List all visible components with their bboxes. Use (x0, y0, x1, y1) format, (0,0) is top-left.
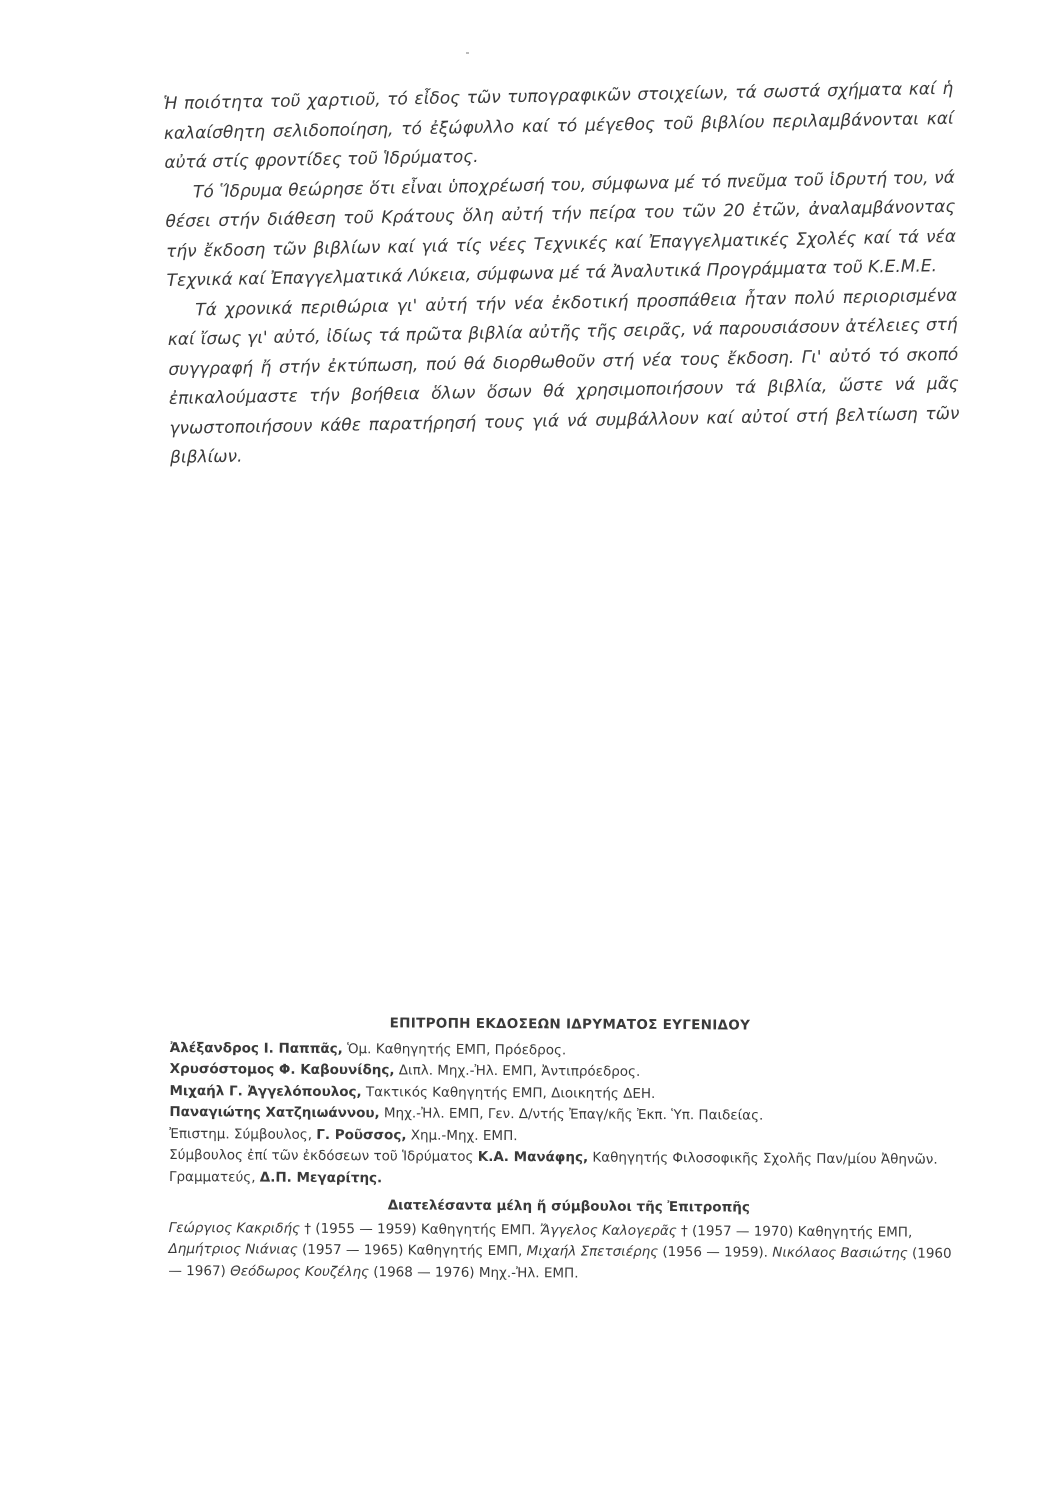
member-name: Μιχαήλ Γ. Ἀγγελόπουλος, (169, 1082, 362, 1100)
committee-member: Μιχαήλ Γ. Ἀγγελόπουλος, Τακτικός Καθηγητής ΕΜΠ, Διοικητής ΔΕΗ. (169, 1082, 656, 1102)
former-member-name: Γεώργιος Κακριδής (168, 1219, 301, 1237)
committee-title: ΕΠΙΤΡΟΠΗ ΕΚΔΟΣΕΩΝ ΙΔΡΥΜΑΤΟΣ ΕΥΓΕΝΙΔΟΥ (389, 1015, 751, 1034)
member-name: Κ.Α. Μανάφης, (477, 1148, 589, 1166)
member-name: Χρυσόστομος Φ. Καβουνίδης, (169, 1060, 395, 1079)
member-name: Παναγιώτης Χατζηιωάννου, (169, 1103, 380, 1122)
committee-section (168, 1012, 970, 1287)
intro-paragraph-3: Τά χρονικά περιθώρια γι' αὐτή τήν νέα ἐκδοτική προσπάθεια ἦταν πολύ περιορισμένα καί ἴσως γι' αὐτό, ἰδίως τά πρῶτα βιβλία αὐτῆς τῆς σειρᾶς, νά παρουσιάσουν ἀτέλειες στή συγγραφή ἤ στήν ἐκτύπωση, πού θά διορθωθοῦν στή νέα τους ἔκδοση. Γι' αὐτό τό σκοπό ἐπικαλούμαστε τήν βοήθεια ὅλων ὅσων θά χρησιμοποιήσουν τά βιβλία, ὥστε νά μᾶς γνωστοποιήσουν κάθε παρατήρησή τους γιά νά συμβάλλουν καί αὐτοί στή βελτίωση τῶν βιβλίων. (167, 285, 960, 468)
intro-text (163, 75, 960, 474)
committee-member: Παναγιώτης Χατζηιωάννου, Μηχ.-Ἠλ. ΕΜΠ, Γεν. Δ/ντής Ἐπαγ/κῆς Ἐκπ. Ὑπ. Παιδείας. (169, 1103, 764, 1124)
former-member-name: Μιχαήλ Σπετσιέρης (526, 1243, 659, 1260)
committee-member: Ἐπιστημ. Σύμβουλος, Γ. Ροῦσσος, Χημ.-Μηχ. ΕΜΠ. (169, 1125, 518, 1144)
committee-member: Ἀλέξανδρος Ι. Παππᾶς, Ὁμ. Καθηγητής ΕΜΠ, Πρόεδρος. (169, 1039, 567, 1058)
former-member-name: Νικόλαος Βασιώτης (772, 1244, 908, 1262)
former-member-name: Ἄγγελος Καλογερᾶς (539, 1221, 677, 1239)
committee-member: Γραμματεύς, Δ.Π. Μεγαρίτης. (168, 1168, 383, 1186)
member-name: Γ. Ροῦσσος, (316, 1126, 407, 1143)
former-member-name: Δημήτριος Νιάνιας (168, 1240, 298, 1258)
committee-member: Χρυσόστομος Φ. Καβουνίδης, Διπλ. Μηχ.-Ἠλ. ΕΜΠ, Ἀντιπρόεδρος. (169, 1060, 641, 1080)
member-name: Ἀλέξανδρος Ι. Παππᾶς, (169, 1039, 343, 1057)
intro-paragraph-2: Τό Ἵδρυμα θεώρησε ὅτι εἶναι ὑποχρέωσή του, σύμφωνα μέ τό πνεῦμα τοῦ ἱδρυτή του, νά θέσει στήν διάθεση τοῦ Κράτους ὅλη αὐτή τήν πείρα του τῶν 20 ἐτῶν, ἀναλαμβάνοντας τήν ἔκδοση τῶν βιβλίων καί γιά τίς νέες Τεχνικές καί Ἐπαγγελματικές Σχολές καί τά νέα Τεχνικά καί Ἐπαγγελματικά Λύκεια, σύμφωνα μέ τά Ἀναλυτικά Προγράμματα τοῦ Κ.Ε.Μ.Ε. (165, 167, 957, 291)
committee-member: Σύμβουλος ἐπί τῶν ἐκδόσεων τοῦ Ἱδρύματος Κ.Α. Μανάφης, Καθηγητής Φιλοσοφικῆς Σχολῆς Παν/μίου Ἀθηνῶν. (169, 1146, 938, 1168)
speck-mark (466, 52, 469, 54)
intro-paragraph-1: Ἡ ποιότητα τοῦ χαρτιοῦ, τό εἶδος τῶν τυπογραφικῶν στοιχείων, τά σωστά σχήματα καί ἡ καλαίσθητη σελιδοποίηση, τό ἐξώφυλλο καί τό μέγεθος τοῦ βιβλίου περιλαμβάνονται καί αὐτά στίς φροντίδες τοῦ Ἱδρύματος. (163, 78, 954, 173)
former-member-name: Θεόδωρος Κουζέλης (230, 1262, 370, 1280)
former-members-list: Γεώργιος Κακριδής † (1955 — 1959) Καθηγητής ΕΜΠ. Ἄγγελος Καλογερᾶς † (1957 — 1970) Καθηγητής ΕΜΠ, Δημήτριος Νιάνιας (1957 — 1965) Καθηγητής ΕΜΠ, Μιχαήλ Σπετσιέρης (1956 — 1959). Νικόλαος Βασιώτης (1960 — 1967) Θεόδωρος Κουζέλης (1968 — 1976) Μηχ.-Ἠλ. ΕΜΠ. (168, 1219, 952, 1282)
member-name: Δ.Π. Μεγαρίτης. (259, 1169, 383, 1186)
former-members-title: Διατελέσαντα μέλη ἤ σύμβουλοι τῆς Ἐπιτροπῆς (387, 1197, 750, 1216)
